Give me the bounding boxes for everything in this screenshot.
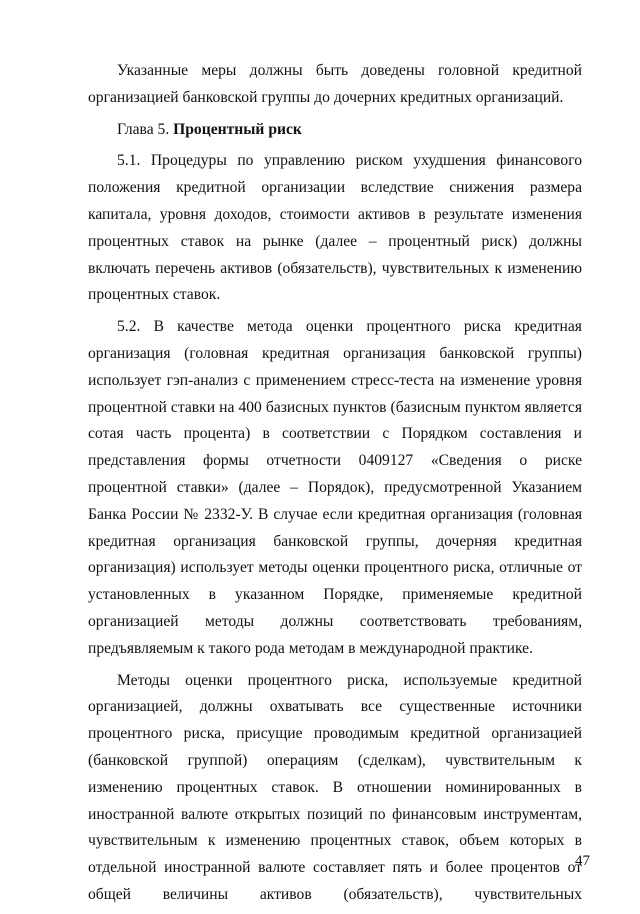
paragraph-5-2: 5.2. В качестве метода оценки процентного риска кредитная организация (головная кредитная организация банковской группы) использует гэп-анализ с применением стресс-теста на изменение уровня процентной ставки на 400 базисных пунктов (базисным пунктом является сотая часть процента) в соответствии с Порядком составления и представления формы отчетности 0409127 «Сведения о риске процентной ставки» (далее – Порядок), предусмотренной Указанием Банка России № 2332-У. В случае если кредитная организация (головная кредитная организация банковской группы, дочерняя кредитная организация) использует методы оценки процентного риска, отличные от установленных в указанном Порядке, применяемые кредитной организацией методы должны соответствовать требованиям, предъявляемым к такого рода методам в международной практике. <box>88 318 582 657</box>
chapter-prefix: Глава 5. <box>117 120 170 138</box>
chapter-heading <box>88 117 582 144</box>
paragraph-methods: Методы оценки процентного риска, используемые кредитной организацией, должны охватывать все существенные источники процентного риска, присущие проводимым кредитной организацией (банковской группой) операциям (сделкам), чувствительным к изменению процентных ставок. В отношении номинированных в иностранной валюте открытых позиций по финансовым инструментам, чувствительным к изменению процентных ставок, объем которых в отдельной иностранной валюте составляет пять и более процентов от общей величины активов (обязательств), чувствительных <box>88 671 582 903</box>
paragraph-5-1: 5.1. Процедуры по управлению риском ухудшения финансового положения кредитной организации вследствие снижения размера капитала, уровня доходов, стоимости активов в результате изменения процентных ставок на рынке (далее – процентный риск) должны включать перечень активов (обязательств), чувствительных к изменению процентных ставок. <box>88 152 582 304</box>
paragraph-intro: Указанные меры должны быть доведены головной кредитной организацией банковской группы до дочерних кредитных организаций. <box>88 62 582 106</box>
chapter-title: Процентный риск <box>173 120 302 138</box>
document-page <box>88 58 582 914</box>
page-number: 47 <box>575 853 590 869</box>
